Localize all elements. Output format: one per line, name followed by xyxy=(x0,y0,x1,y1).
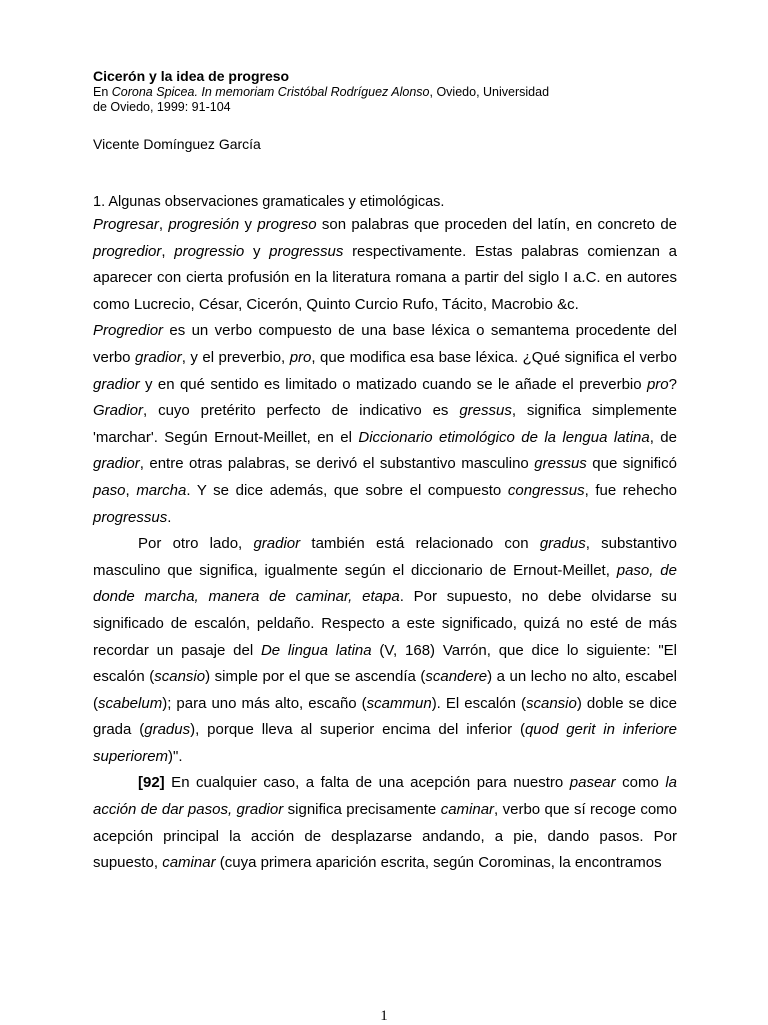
italic-term: paso xyxy=(93,481,126,499)
italic-term: gradior xyxy=(93,375,140,393)
italic-term: Progresar xyxy=(93,216,159,233)
italic-term: progressus xyxy=(93,508,168,526)
italic-term: progressio xyxy=(174,242,245,260)
italic-term: gressus xyxy=(459,402,512,420)
text-run: (cuya primera aparición escrita, según Corominas, la encontramos xyxy=(215,854,662,872)
text-run: . Y se dice además, que sobre el compuesto xyxy=(186,481,508,499)
text-run: ) a un lecho no alto, escabel ( xyxy=(93,668,677,712)
italic-term: scansio xyxy=(154,668,206,686)
text-run: , de xyxy=(649,428,677,446)
italic-term: pro xyxy=(646,375,669,393)
italic-term: progreso xyxy=(257,216,317,233)
body-text xyxy=(93,212,677,877)
text-run: y xyxy=(244,242,270,260)
text-run: ); para uno más alto, escaño ( xyxy=(162,694,367,712)
italic-term: gradus xyxy=(144,721,191,739)
italic-term: De lingua latina xyxy=(260,641,372,659)
italic-term: pasear xyxy=(569,774,616,792)
italic-term: la acción de dar pasos, gradior xyxy=(93,774,678,819)
italic-term: gradior xyxy=(135,348,182,366)
text-run: ) simple por el que se ascendía ( xyxy=(205,668,426,686)
italic-term: scandere xyxy=(425,668,488,686)
italic-term: progressus xyxy=(269,242,344,260)
text-run: es un verbo compuesto de una base léxica o semantema procedente del verbo xyxy=(93,322,677,366)
text-run: , fue rehecho xyxy=(584,481,678,499)
text-run: , substantivo masculino que significa, igualmente según el diccionario de Ernout-Meillet, xyxy=(93,535,678,579)
text-run: ). El escalón ( xyxy=(431,694,526,712)
italic-term: pro xyxy=(289,348,312,366)
italic-term: scansio xyxy=(525,694,577,712)
citation-source: Corona Spicea. In memoriam Cristóbal Rodríguez Alonso xyxy=(111,85,430,99)
italic-term: progredior xyxy=(93,242,162,260)
italic-term: caminar xyxy=(440,801,495,819)
paragraph xyxy=(93,212,677,318)
italic-term: Gradior xyxy=(93,402,144,420)
paragraph xyxy=(93,770,677,876)
italic-term: gradior xyxy=(253,535,301,553)
citation-suffix-line2: de Oviedo, 1999: 91-104 xyxy=(93,100,231,114)
paragraph xyxy=(93,318,677,531)
italic-term: congressus xyxy=(507,481,585,499)
italic-term: progresión xyxy=(168,216,240,233)
text-run: , verbo que sí recoge como acepción principal la acción de desplazarse andando, a pie, dando pasos. Por supuesto, xyxy=(93,801,677,872)
italic-term: quod gerit in inferiore superiorem xyxy=(93,721,678,765)
text-run: , xyxy=(158,216,169,233)
section-heading: 1. Algunas observaciones gramaticales y etimológicas. xyxy=(93,194,445,210)
text-run: , xyxy=(125,481,137,499)
text-run: son palabras que proceden del latín, en concreto de xyxy=(316,216,677,233)
page-marker: [92] xyxy=(138,774,165,792)
author-name: Vicente Domínguez García xyxy=(93,136,261,152)
text-run: respectivamente. Estas palabras comienzan a aparecer con cierta profusión en la literatura romana a partir del siglo I a.C. en autores como Lucrecio, César, Cicerón, Quinto Curcio Rufo, Tácito, Macrobio &c. xyxy=(93,242,677,313)
italic-term: Diccionario etimológico de la lengua latina xyxy=(358,428,650,446)
italic-term: gradior xyxy=(93,455,140,473)
citation-prefix: En xyxy=(93,85,112,99)
text-run: En cualquier caso, a falta de una acepción para nuestro xyxy=(164,774,570,792)
text-run: significa precisamente xyxy=(283,801,441,819)
text-run: , cuyo pretérito perfecto de indicativo es xyxy=(143,402,460,420)
text-run: ), porque lleva al superior encima del inferior ( xyxy=(190,721,525,739)
text-run: , que modifica esa base léxica. ¿Qué significa el verbo xyxy=(311,348,677,366)
italic-term: gressus xyxy=(534,455,587,473)
italic-term: caminar xyxy=(162,854,216,872)
text-run: que significó xyxy=(586,455,677,473)
text-run: , xyxy=(161,242,175,260)
text-run: . Por supuesto, no debe olvidarse su significado de escalón, peldaño. Respecto a este significado, quizá no esté de más recordar un pasaje del xyxy=(93,588,677,659)
text-run: como xyxy=(615,774,666,792)
italic-term: Progredior xyxy=(93,322,164,340)
citation-suffix-line1: , Oviedo, Universidad xyxy=(429,85,550,99)
text-run: (V, 168) Varrón, que dice lo siguiente: "El escalón ( xyxy=(93,641,677,686)
text-run: también está relacionado con xyxy=(300,535,540,553)
text-run: , y el preverbio, xyxy=(181,348,290,366)
text-run: , entre otras palabras, se derivó el substantivo masculino xyxy=(139,455,535,473)
text-run: , significa simplemente 'marchar'. Según Ernout-Meillet, en el xyxy=(93,402,678,446)
italic-term: gradus xyxy=(539,535,586,553)
text-run: ) doble se dice grada ( xyxy=(93,694,677,739)
text-run: y en qué sentido es limitado o matizado cuando se le añade el preverbio xyxy=(139,375,647,393)
text-run: Por otro lado, xyxy=(138,535,254,553)
citation xyxy=(93,85,677,115)
text-run: y xyxy=(239,216,258,233)
text-run: . xyxy=(167,508,172,526)
page-title: Cicerón y la idea de progreso xyxy=(93,68,290,84)
paragraph xyxy=(93,531,677,770)
italic-term: scabelum xyxy=(98,694,163,712)
page-number: 1 xyxy=(380,1008,388,1024)
text-run: ? xyxy=(668,375,677,393)
italic-term: scammun xyxy=(366,694,432,712)
italic-term: marcha xyxy=(136,481,187,499)
italic-term: paso, de donde marcha, manera de caminar, etapa xyxy=(93,561,677,606)
text-run: )". xyxy=(168,747,183,765)
document-page xyxy=(93,68,677,877)
